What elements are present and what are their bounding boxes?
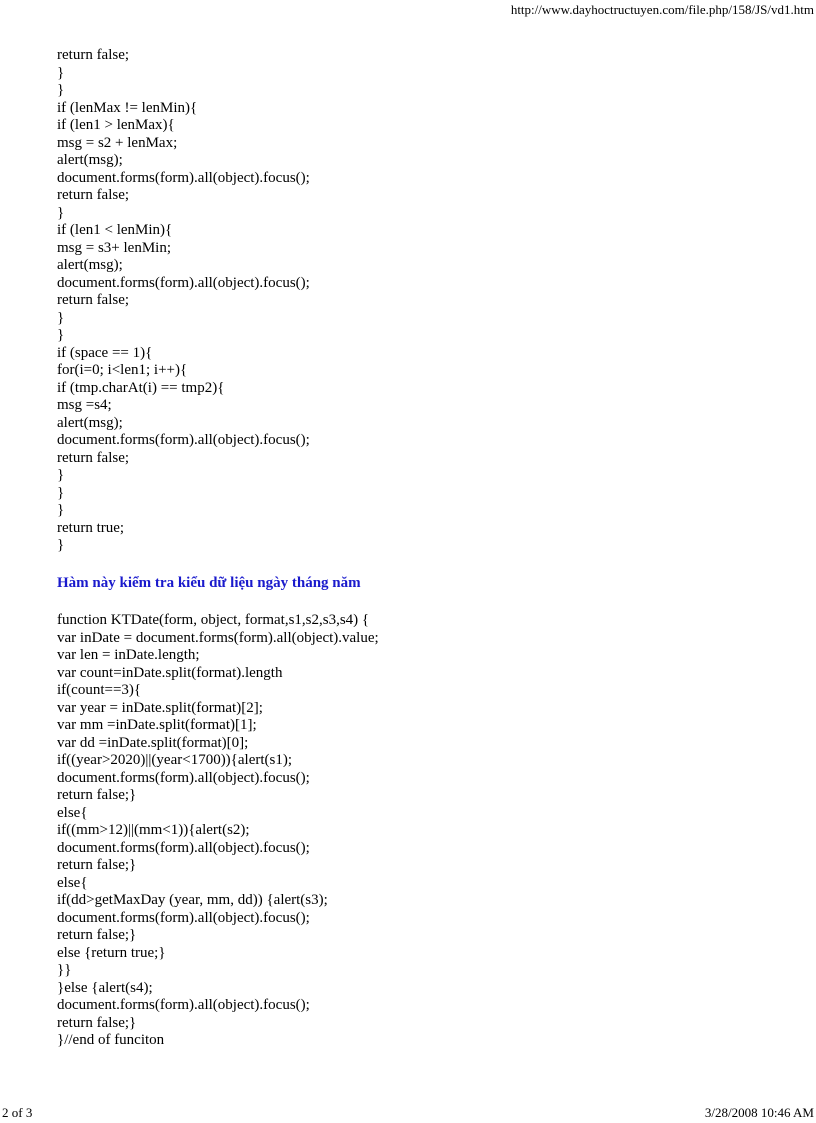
code-line: return false; xyxy=(57,449,130,466)
code-line: if(dd>getMaxDay (year, mm, dd)) {alert(s3); xyxy=(57,892,328,908)
code-line: } xyxy=(57,327,65,343)
code-line: msg =s4; xyxy=(57,397,112,413)
code-line: document.forms(form).all(object).focus(); xyxy=(57,169,310,186)
code-line: if (len1 < lenMin){ xyxy=(57,222,173,238)
code-line: document.forms(form).all(object).focus(); xyxy=(57,839,310,856)
code-line: function KTDate(form, object, format,s1,s2,s3,s4) { xyxy=(57,612,370,628)
code-line: }//end of funciton xyxy=(57,1032,165,1048)
code-block-2 xyxy=(57,612,379,1050)
code-line: alert(msg); xyxy=(57,257,123,273)
code-line: else{ xyxy=(57,804,88,821)
code-line: } xyxy=(57,82,65,98)
code-line: var year = inDate.split(format)[2]; xyxy=(57,699,263,716)
code-line: var inDate = document.forms(form).all(object).value; xyxy=(57,629,379,646)
code-line: }else {alert(s4); xyxy=(57,979,153,996)
code-line: alert(msg); xyxy=(57,152,123,168)
code-line: } xyxy=(57,204,65,221)
page-number: 2 of 3 xyxy=(2,1105,33,1120)
code-line: if((year>2020)||(year<1700)){alert(s1); xyxy=(57,752,293,768)
code-line: msg = s2 + lenMax; xyxy=(57,134,178,151)
code-line: alert(msg); xyxy=(57,414,123,431)
code-line: document.forms(form).all(object).focus(); xyxy=(57,432,310,448)
code-line: if (space == 1){ xyxy=(57,344,153,361)
code-line: } xyxy=(57,467,65,483)
code-line: var mm =inDate.split(format)[1]; xyxy=(57,717,257,733)
code-line: msg = s3+ lenMin; xyxy=(57,239,172,256)
code-line: } xyxy=(57,64,65,81)
code-line: if (lenMax != lenMin){ xyxy=(57,99,198,116)
code-line: return false;} xyxy=(57,927,137,943)
code-line: return false;} xyxy=(57,787,137,803)
code-line: if(count==3){ xyxy=(57,682,142,698)
code-line: if (len1 > lenMax){ xyxy=(57,117,175,133)
code-line: var count=inDate.split(format).length xyxy=(57,664,283,681)
code-line: return false; xyxy=(57,187,130,203)
code-line: return false;} xyxy=(57,1014,137,1031)
code-line: for(i=0; i<len1; i++){ xyxy=(57,362,188,378)
code-line: if (tmp.charAt(i) == tmp2){ xyxy=(57,379,225,396)
code-line: return false; xyxy=(57,292,130,308)
page-url-header: http://www.dayhoctructuyen.com/file.php/158/JS/vd1.htm xyxy=(510,2,814,17)
code-line: } xyxy=(57,537,65,553)
code-line: return false;} xyxy=(57,857,137,873)
code-line: document.forms(form).all(object).focus(); xyxy=(57,274,310,291)
code-line: document.forms(form).all(object).focus(); xyxy=(57,997,310,1013)
code-line: return false; xyxy=(57,47,130,63)
code-line: document.forms(form).all(object).focus(); xyxy=(57,909,310,926)
code-line: document.forms(form).all(object).focus(); xyxy=(57,769,310,786)
code-line: var len = inDate.length; xyxy=(57,647,200,663)
code-line: }} xyxy=(57,962,72,978)
code-line: } xyxy=(57,502,65,518)
section-heading: Hàm này kiểm tra kiểu dữ liệu ngày tháng năm xyxy=(57,575,361,591)
code-line: var dd =inDate.split(format)[0]; xyxy=(57,734,249,751)
code-line: else {return true;} xyxy=(57,944,166,961)
code-block-1 xyxy=(57,47,310,555)
code-line: if((mm>12)||(mm<1)){alert(s2); xyxy=(57,822,250,838)
code-line: else{ xyxy=(57,874,88,891)
code-line: return true; xyxy=(57,519,125,536)
code-line: } xyxy=(57,484,65,501)
print-datetime: 3/28/2008 10:46 AM xyxy=(704,1105,814,1120)
code-line: } xyxy=(57,309,65,326)
